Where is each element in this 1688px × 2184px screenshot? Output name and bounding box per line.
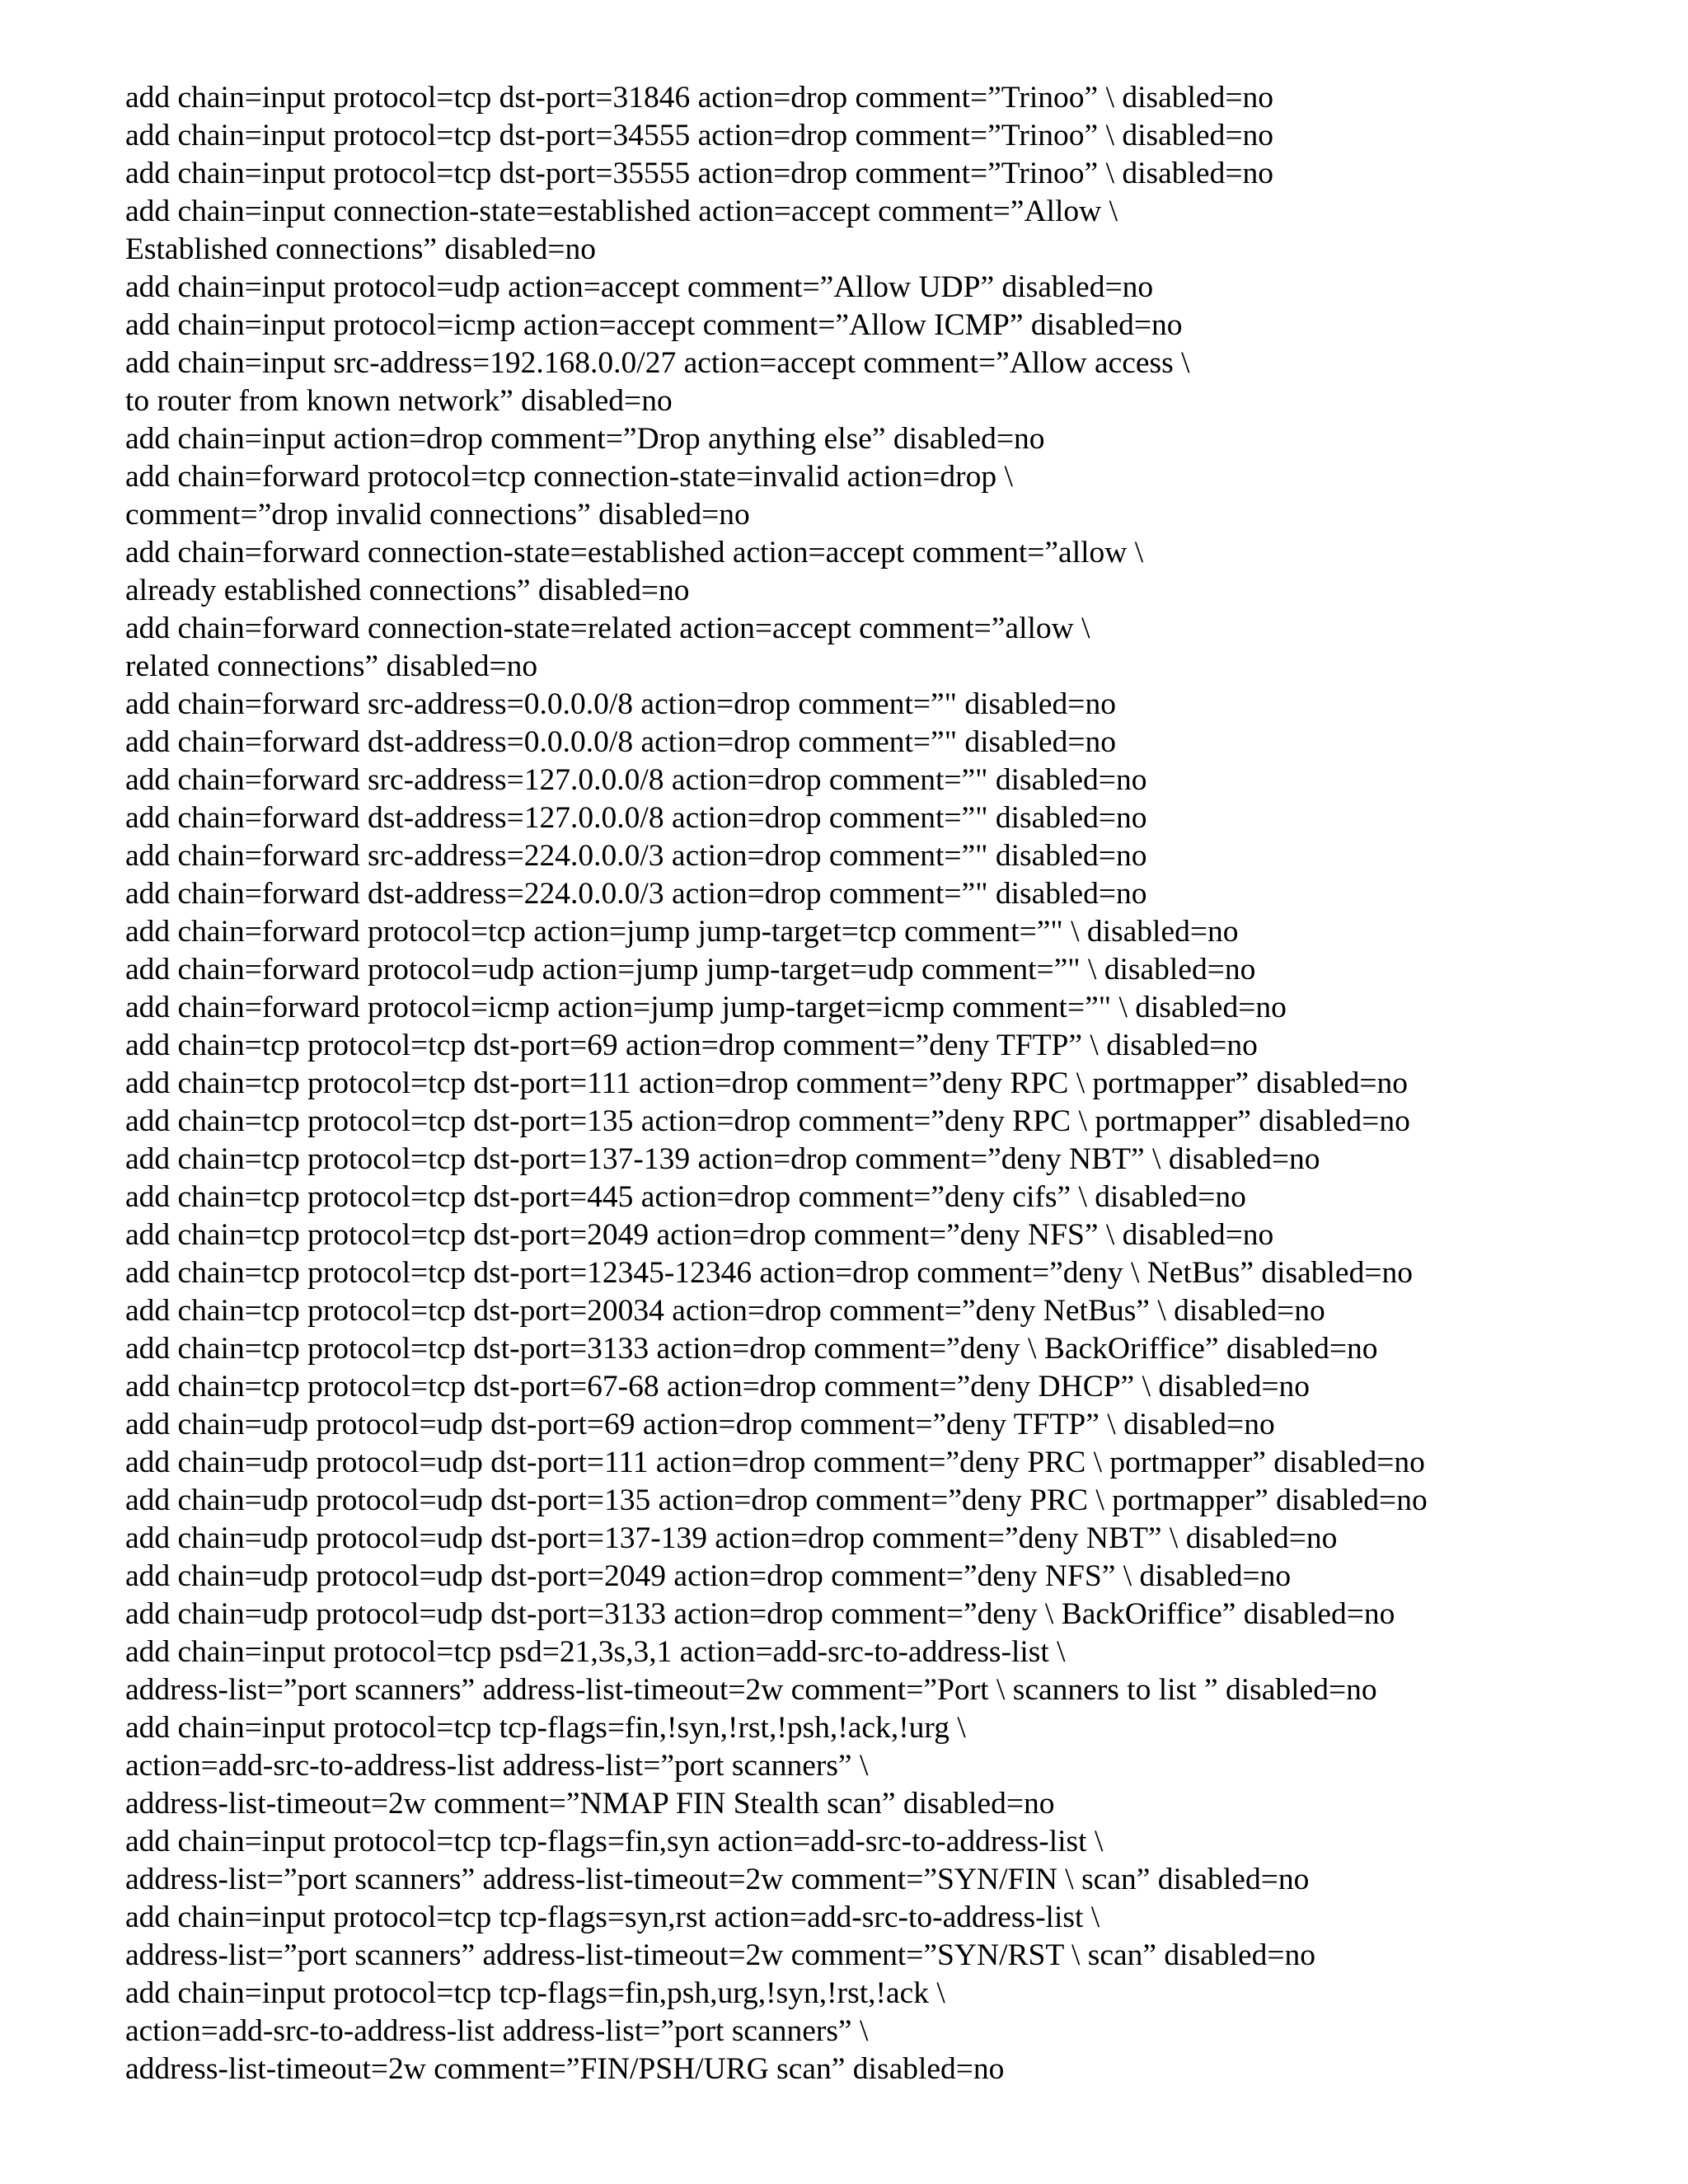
text-line: already established connections” disabled=no [125, 574, 690, 607]
text-line: add chain=forward protocol=tcp connection-state=invalid action=drop \ [125, 460, 1013, 494]
text-line: add chain=forward dst-address=127.0.0.0/8 action=drop comment=”" disabled=no [125, 801, 1147, 835]
text-line: address-list=”port scanners” address-list-timeout=2w comment=”SYN/FIN \ scan” disabled=no [125, 1863, 1310, 1896]
text-line: action=add-src-to-address-list address-list=”port scanners” \ [125, 2014, 869, 2048]
text-line: add chain=forward protocol=udp action=jump jump-target=udp comment=”" \ disabled=no [125, 953, 1256, 987]
text-line: add chain=forward src-address=0.0.0.0/8 action=drop comment=”" disabled=no [125, 687, 1116, 721]
text-line: add chain=input protocol=tcp tcp-flags=fin,!syn,!rst,!psh,!ack,!urg \ [125, 1711, 966, 1745]
text-line: address-list-timeout=2w comment=”NMAP FIN Stealth scan” disabled=no [125, 1787, 1055, 1821]
text-line: add chain=input protocol=tcp tcp-flags=syn,rst action=add-src-to-address-list \ [125, 1900, 1100, 1934]
text-line: add chain=input src-address=192.168.0.0/27 action=accept comment=”Allow access \ [125, 346, 1190, 380]
text-line: add chain=tcp protocol=tcp dst-port=111 action=drop comment=”deny RPC \ portmapper” disabled=no [125, 1066, 1409, 1100]
text-line: add chain=input protocol=tcp dst-port=31846 action=drop comment=”Trinoo” \ disabled=no [125, 81, 1273, 115]
text-line: add chain=tcp protocol=tcp dst-port=20034 action=drop comment=”deny NetBus” \ disabled=no [125, 1294, 1325, 1328]
text-line: add chain=forward protocol=icmp action=jump jump-target=icmp comment=”" \ disabled=no [125, 991, 1287, 1024]
text-line: add chain=forward dst-address=224.0.0.0/3 action=drop comment=”" disabled=no [125, 877, 1147, 911]
text-line: add chain=tcp protocol=tcp dst-port=67-68 action=drop comment=”deny DHCP” \ disabled=no [125, 1370, 1310, 1404]
text-line: add chain=udp protocol=udp dst-port=111 action=drop comment=”deny PRC \ portmapper” disabled=no [125, 1446, 1425, 1479]
text-line: add chain=udp protocol=udp dst-port=135 action=drop comment=”deny PRC \ portmapper” disabled=no [125, 1483, 1428, 1517]
text-line: add chain=forward protocol=tcp action=jump jump-target=tcp comment=”" \ disabled=no [125, 915, 1239, 949]
firewall-rules-text [125, 79, 1658, 2088]
text-line: add chain=udp protocol=udp dst-port=2049 action=drop comment=”deny NFS” \ disabled=no [125, 1559, 1292, 1593]
text-line: add chain=input protocol=tcp dst-port=34555 action=drop comment=”Trinoo” \ disabled=no [125, 119, 1273, 152]
text-line: add chain=tcp protocol=tcp dst-port=445 action=drop comment=”deny cifs” \ disabled=no [125, 1180, 1246, 1214]
text-line: add chain=tcp protocol=tcp dst-port=135 action=drop comment=”deny RPC \ portmapper” disabled=no [125, 1104, 1410, 1138]
text-line: add chain=forward connection-state=established action=accept comment=”allow \ [125, 536, 1144, 569]
text-line: add chain=udp protocol=udp dst-port=3133 action=drop comment=”deny \ BackOriffice” disabled=no [125, 1597, 1395, 1631]
text-line: to router from known network” disabled=no [125, 384, 673, 418]
text-line: add chain=input protocol=tcp tcp-flags=fin,psh,urg,!syn,!rst,!ack \ [125, 1976, 945, 2010]
text-line: address-list=”port scanners” address-list-timeout=2w comment=”Port \ scanners to list ” disabled=no [125, 1673, 1377, 1707]
text-line: add chain=forward src-address=127.0.0.0/8 action=drop comment=”" disabled=no [125, 763, 1147, 797]
text-line: Established connections” disabled=no [125, 232, 597, 266]
text-line: add chain=tcp protocol=tcp dst-port=3133 action=drop comment=”deny \ BackOriffice” disabled=no [125, 1332, 1378, 1366]
text-line: related connections” disabled=no [125, 649, 538, 683]
text-line: add chain=tcp protocol=tcp dst-port=2049 action=drop comment=”deny NFS” \ disabled=no [125, 1218, 1274, 1252]
text-line: add chain=input connection-state=established action=accept comment=”Allow \ [125, 194, 1118, 228]
text-line: address-list=”port scanners” address-list-timeout=2w comment=”SYN/RST \ scan” disabled=no [125, 1938, 1316, 1972]
text-line: add chain=udp protocol=udp dst-port=69 action=drop comment=”deny TFTP” \ disabled=no [125, 1408, 1275, 1441]
text-line: action=add-src-to-address-list address-list=”port scanners” \ [125, 1749, 869, 1783]
text-line: comment=”drop invalid connections” disabled=no [125, 498, 750, 532]
text-line: add chain=udp protocol=udp dst-port=137-139 action=drop comment=”deny NBT” \ disabled=no [125, 1521, 1338, 1555]
text-line: add chain=forward dst-address=0.0.0.0/8 action=drop comment=”" disabled=no [125, 725, 1116, 759]
text-line: add chain=input protocol=udp action=accept comment=”Allow UDP” disabled=no [125, 270, 1154, 304]
text-line: add chain=tcp protocol=tcp dst-port=12345-12346 action=drop comment=”deny \ NetBus” disabled=no [125, 1256, 1413, 1290]
text-line: add chain=tcp protocol=tcp dst-port=137-139 action=drop comment=”deny NBT” \ disabled=no [125, 1142, 1320, 1176]
text-line: add chain=input protocol=tcp psd=21,3s,3,1 action=add-src-to-address-list \ [125, 1635, 1066, 1669]
text-line: address-list-timeout=2w comment=”FIN/PSH/URG scan” disabled=no [125, 2052, 1005, 2086]
text-line: add chain=input protocol=icmp action=accept comment=”Allow ICMP” disabled=no [125, 308, 1183, 342]
text-line: add chain=input protocol=tcp tcp-flags=fin,syn action=add-src-to-address-list \ [125, 1825, 1104, 1858]
text-line: add chain=forward connection-state=related action=accept comment=”allow \ [125, 612, 1090, 645]
text-line: add chain=input protocol=tcp dst-port=35555 action=drop comment=”Trinoo” \ disabled=no [125, 157, 1273, 190]
text-line: add chain=forward src-address=224.0.0.0/3 action=drop comment=”" disabled=no [125, 839, 1147, 873]
text-line: add chain=input action=drop comment=”Drop anything else” disabled=no [125, 422, 1045, 456]
text-line: add chain=tcp protocol=tcp dst-port=69 action=drop comment=”deny TFTP” \ disabled=no [125, 1029, 1258, 1062]
